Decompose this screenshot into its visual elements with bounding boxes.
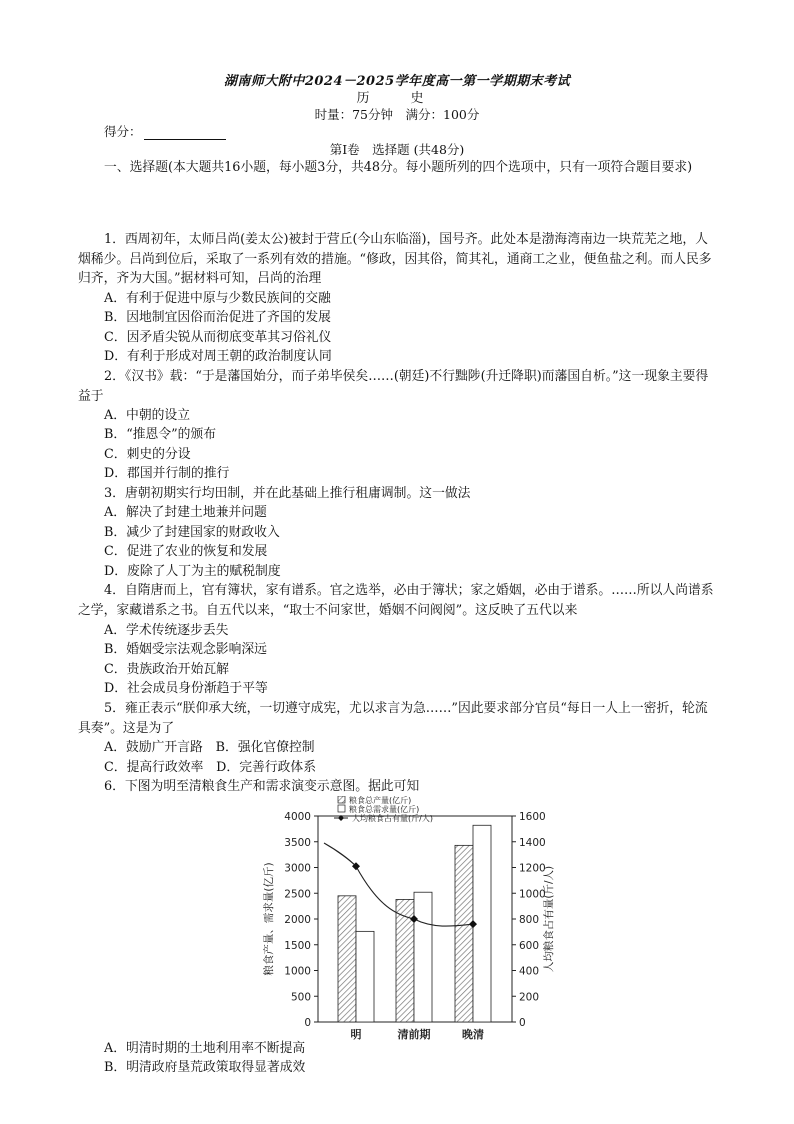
right-tick-label: 1200: [519, 862, 546, 875]
question-2-option-a: A．中朝的设立: [104, 408, 191, 423]
left-tick-label: 3000: [284, 862, 311, 875]
bar-demand: [356, 931, 374, 1022]
right-tick-label: 1600: [519, 811, 546, 823]
legend-swatch-demand: [338, 805, 345, 812]
legend-label-production: 粮食总产量(亿斤): [349, 796, 412, 805]
left-tick-label: 0: [304, 1017, 311, 1029]
y-axis-label-right: 人均粮食占有量(斤/人): [543, 865, 555, 973]
bar-production: [338, 896, 356, 1022]
question-4-option-c: C．贵族政治开始瓦解: [104, 662, 229, 677]
question-3-stem: 3．唐朝初期实行均田制，并在此基础上推行租庸调制。这一做法: [104, 486, 471, 501]
left-tick-label: 2500: [284, 888, 311, 901]
question-4-option-b: B．婚姻受宗法观念影响深远: [104, 642, 267, 657]
question-1-option-c: C．因矛盾尖锐从而彻底变革其习俗礼仪: [104, 330, 332, 345]
question-2-option-b: B．“推恩令”的颁布: [104, 427, 217, 442]
left-tick-label: 500: [290, 991, 311, 1004]
right-tick-label: 600: [519, 939, 540, 952]
time-score-line: 时量：75分钟 满分：100分: [314, 107, 480, 122]
category-label: 晚清: [462, 1028, 484, 1041]
grain-chart: [258, 796, 558, 1046]
question-4-option-d: D．社会成员身份渐趋于平等: [104, 681, 268, 696]
right-tick-label: 400: [519, 965, 540, 978]
section-title: 第Ⅰ卷 选择题 (共48分): [329, 142, 465, 157]
question-1-stem: 1．西周初年，太师吕尚(姜太公)被封于营丘(今山东临淄)，国号齐。此处本是渤海湾南边一块荒芜之地，人烟稀少。吕尚到位后，采取了一系列有效的措施。“修政，因其俗，简其礼，通商工之业，便鱼盐之利。而人民多归齐，齐为大国。”据材料可知，吕尚的治理: [78, 232, 712, 287]
left-tick-label: 1000: [284, 965, 311, 978]
left-tick-label: 4000: [284, 811, 311, 823]
question-2-stem: 2．《汉书》载：“于是藩国始分，而子弟毕侯矣……(朝廷)不行黜陟(升迁降职)而藩国自析。”这一现象主要得益于: [78, 369, 709, 404]
question-5-options-cd: C．提高行政效率 D．完善行政体系: [104, 760, 317, 775]
bar-production: [455, 845, 473, 1022]
question-5-stem: 5．雍正表示“朕仰承大统，一切遵守成宪，尤以求言为急……”因此要求部分官员“每日一人上一密折，轮流具奏”。这是为了: [78, 701, 708, 736]
question-3-option-b: B．减少了封建国家的财政收入: [104, 525, 280, 540]
left-tick-label: 1500: [284, 939, 311, 952]
question-2-option-d: D．郡国并行制的推行: [104, 466, 230, 481]
question-5-options-ab: A．鼓励广开言路 B．强化官僚控制: [104, 740, 315, 755]
exam-subject: 历 史: [356, 91, 438, 106]
question-3-option-d: D．废除了人丁为主的赋税制度: [104, 564, 281, 579]
score-field: [104, 122, 226, 140]
score-blank: [144, 127, 226, 140]
question-6-stem: 6．下图为明至清粮食生产和需求演变示意图。据此可知: [104, 779, 420, 794]
right-tick-label: 1400: [519, 836, 546, 849]
bar-demand: [414, 892, 432, 1022]
question-4-stem: 4．自隋唐而上，官有簿状，家有谱系。官之选举，必由于簿状；家之婚姻，必由于谱系。……所以人尚谱系之学，家藏谱系之书。自五代以来，“取士不问家世，婚姻不问阀阅”。这反映了五代以来: [78, 583, 714, 618]
question-4-option-a: A．学术传统逐步丢失: [104, 623, 229, 638]
left-tick-label: 3500: [284, 836, 311, 849]
score-label: 得分：: [104, 124, 142, 139]
question-2-option-c: C．刺史的分设: [104, 447, 191, 462]
legend-label-per-capita: 人均粮食占有量(斤/人): [352, 814, 433, 823]
question-3-option-c: C．促进了农业的恢复和发展: [104, 544, 268, 559]
question-6-option-a: A．明清时期的土地利用率不断提高: [104, 1041, 306, 1056]
right-tick-label: 1000: [519, 888, 546, 901]
legend-swatch-production: [338, 796, 345, 803]
question-6-option-b: B．明清政府垦荒政策取得显著成效: [104, 1060, 306, 1075]
question-3-option-a: A．解决了封建土地兼并问题: [104, 505, 267, 520]
category-label: 清前期: [397, 1028, 431, 1041]
question-1-option-b: B．因地制宜因俗而治促进了齐国的发展: [104, 310, 331, 325]
exam-title: 湖南师大附中2024－2025学年度高一第一学期期末考试: [223, 74, 571, 89]
left-tick-label: 2000: [284, 914, 311, 926]
right-tick-label: 200: [519, 991, 540, 1004]
legend-label-demand: 粮食总需求量(亿斤): [349, 805, 420, 814]
category-label: 明: [350, 1028, 362, 1041]
right-tick-label: 0: [519, 1017, 526, 1029]
right-tick-label: 800: [519, 914, 540, 926]
instructions: 一、选择题(本大题共16小题，每小题3分，共48分。每小题所列的四个选项中，只有一项符合题目要求): [104, 160, 693, 175]
question-1-option-d: D．有利于形成对周王朝的政治制度认同: [104, 349, 332, 364]
y-axis-label-left: 粮食产量、需求量(亿斤): [263, 862, 275, 976]
question-1-option-a: A．有利于促进中原与少数民族间的交融: [104, 291, 331, 306]
